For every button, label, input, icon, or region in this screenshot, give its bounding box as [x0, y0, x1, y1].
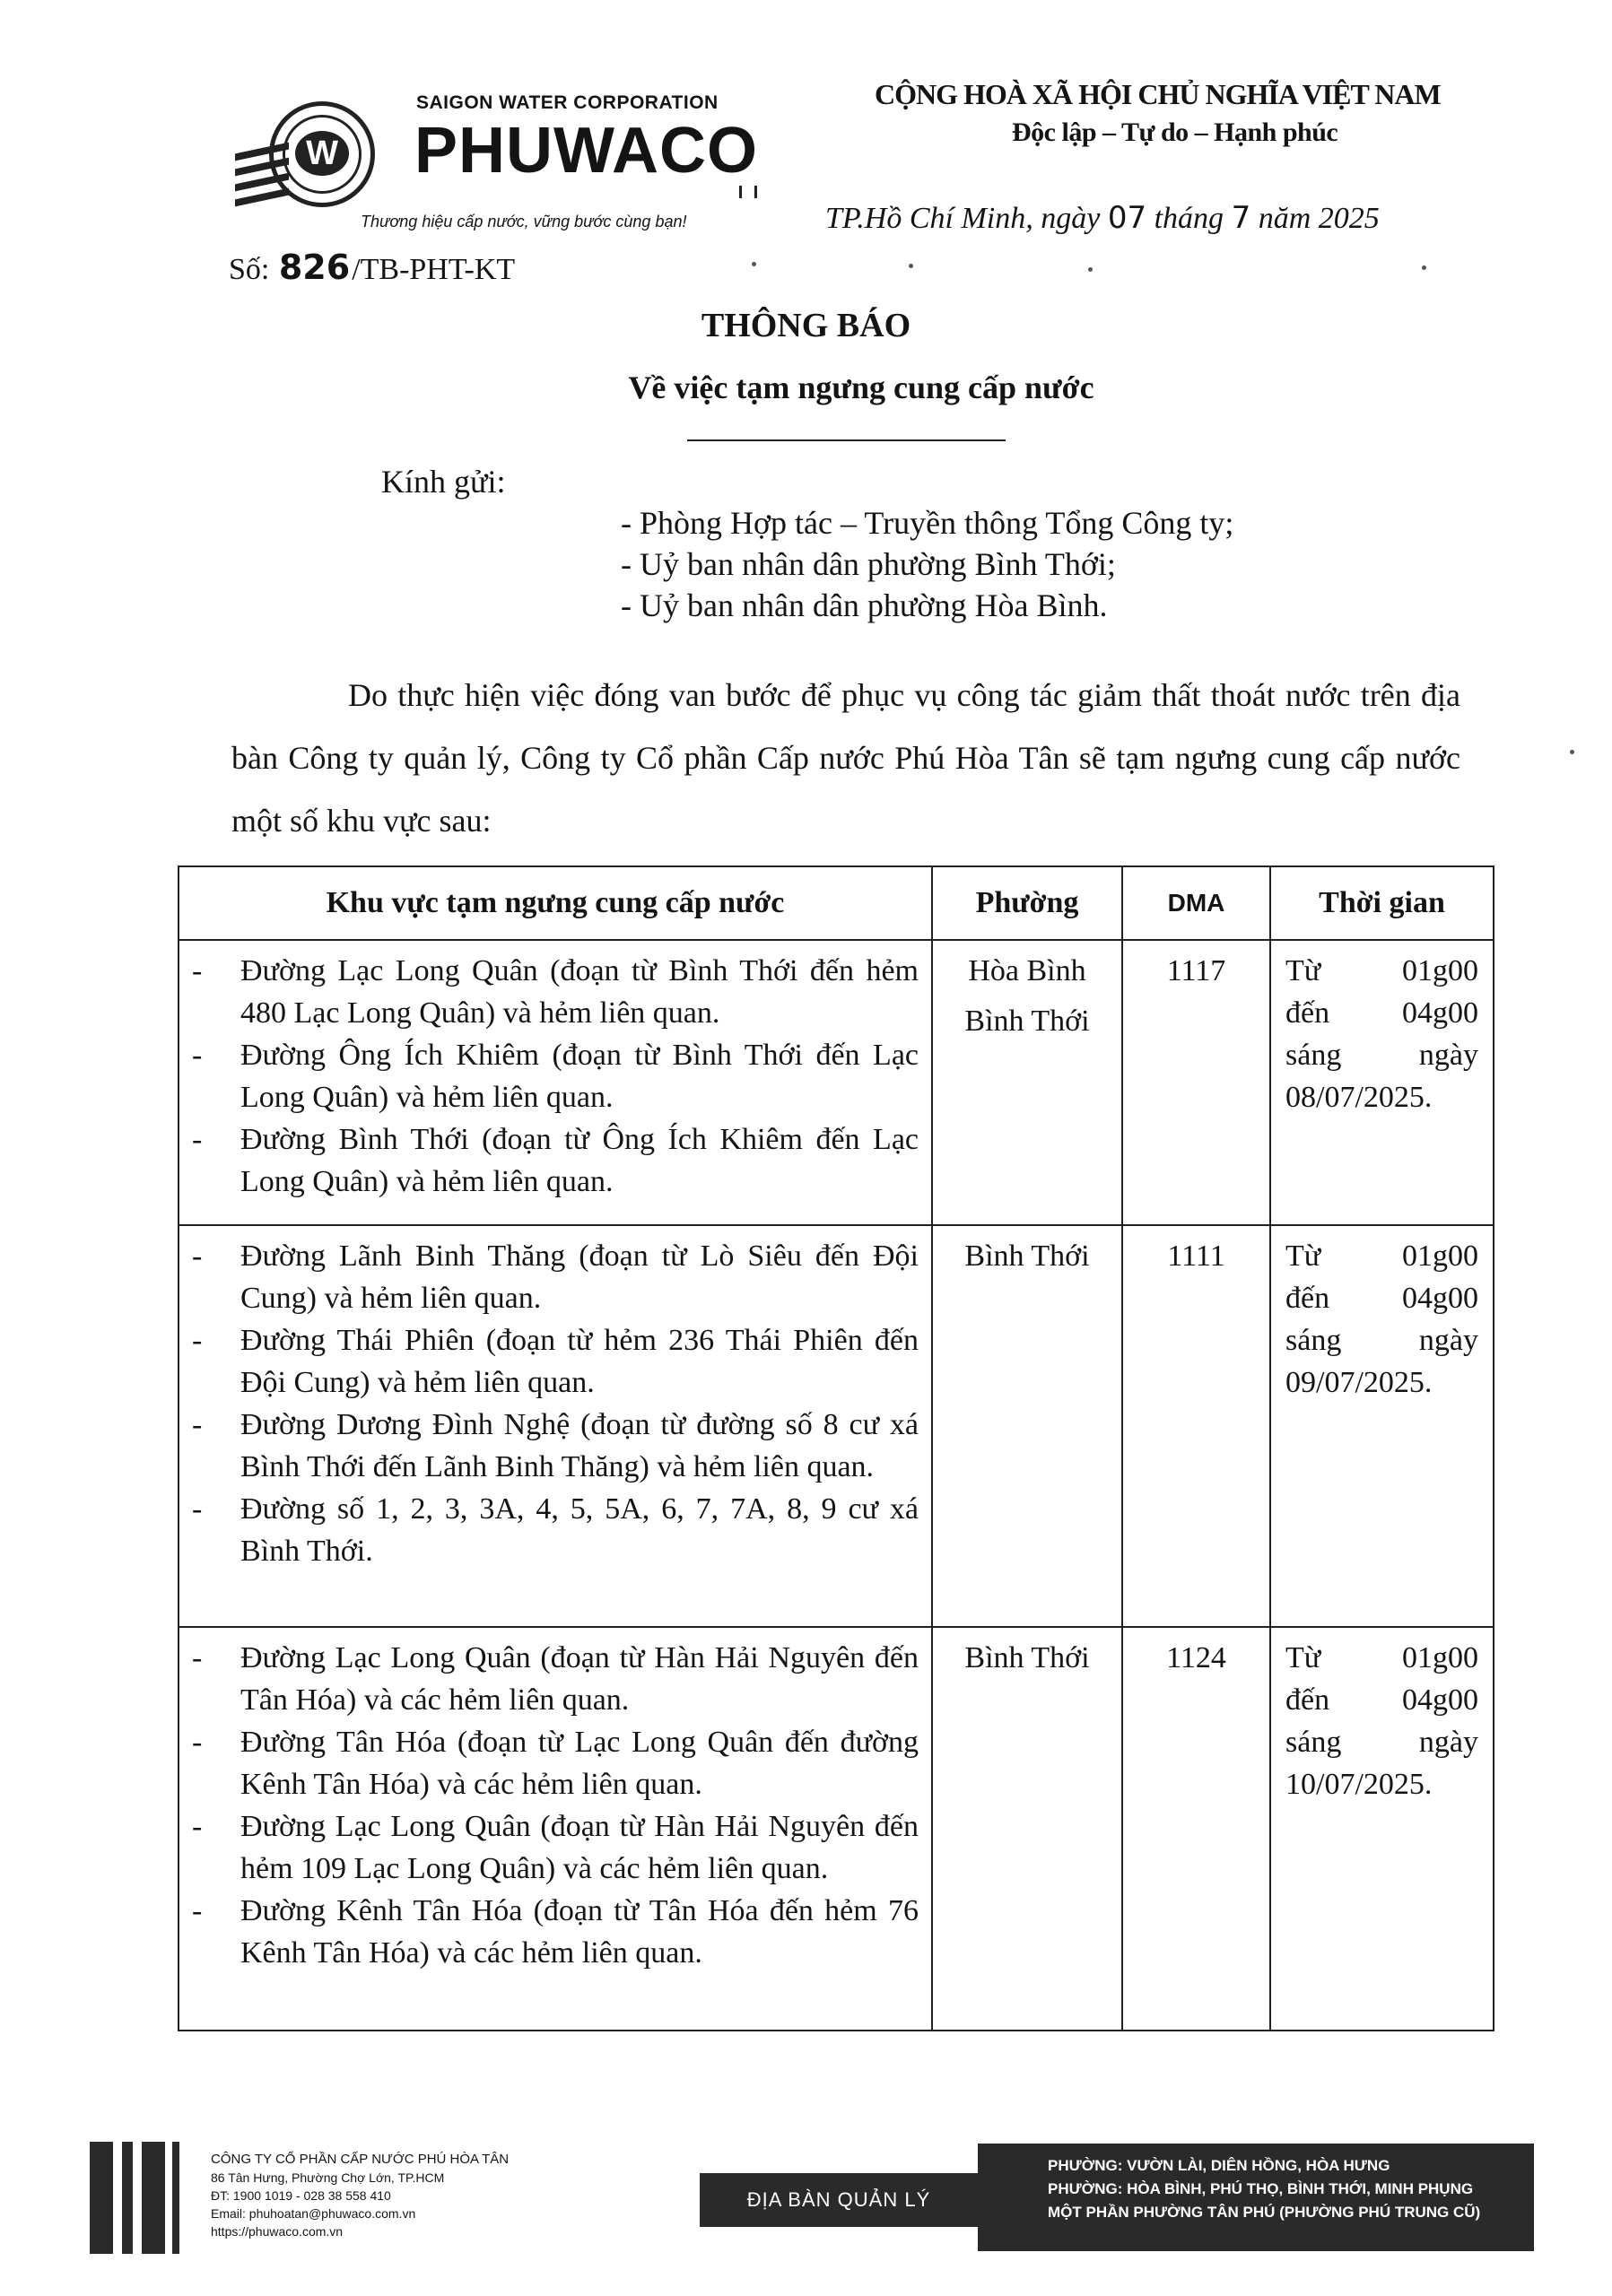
area-item: - Đường Thái Phiên (đoạn từ hẻm 236 Thái Phiên đến Đội Cung) và hẻm liên quan.	[192, 1319, 919, 1404]
area-item: - Đường Bình Thới (đoạn từ Ông Ích Khiêm đến Lạc Long Quân) và hẻm liên quan.	[192, 1118, 919, 1203]
company-logo	[235, 85, 773, 247]
ward-cell	[932, 1225, 1122, 1627]
logo-bars	[739, 186, 757, 198]
recipient-item: - Uỷ ban nhân dân phường Hòa Bình.	[621, 587, 1108, 623]
area-item: - Đường Tân Hóa (đoạn từ Lạc Long Quân đến đường Kênh Tân Hóa) và các hẻm liên quan.	[192, 1721, 919, 1805]
time-line: sáng ngày	[1285, 1726, 1478, 1759]
date-prefix: TP.Hồ Chí Minh, ngày	[825, 202, 1101, 235]
table-header-row	[179, 866, 1494, 940]
time-line: sáng ngày	[1285, 1324, 1478, 1357]
footer-phone: ĐT: 1900 1019 - 028 38 558 410	[211, 2188, 391, 2203]
header-ward: Phường	[932, 866, 1122, 940]
time-cell	[1270, 1225, 1494, 1627]
footer-email: Email: phuhoatan@phuwaco.com.vn	[211, 2206, 416, 2221]
time-line: Từ 01g00	[1285, 954, 1478, 987]
time-cell	[1270, 940, 1494, 1225]
date-day: 07	[1107, 200, 1147, 236]
time-date: 10/07/2025.	[1285, 1768, 1433, 1801]
docno-number: 826	[278, 248, 351, 287]
table-row	[179, 1627, 1494, 2031]
area-item: - Đường số 1, 2, 3, 3A, 4, 5, 5A, 6, 7, 7A, 8, 9 cư xá Bình Thới.	[192, 1488, 919, 1572]
area-item: - Đường Dương Đình Nghệ (đoạn từ đường số 8 cư xá Bình Thới đến Lãnh Binh Thăng) và hẻm liên quan.	[192, 1404, 919, 1488]
logo-w-mark: W	[295, 131, 349, 176]
recipient-list	[621, 502, 1233, 626]
recipient-item: - Uỷ ban nhân dân phường Bình Thới;	[621, 546, 1116, 582]
page-footer	[90, 2142, 1525, 2254]
ward-name: Bình Thới	[964, 1239, 1090, 1273]
docno-prefix: Số:	[229, 253, 270, 286]
brand-slogan: Thương hiệu cấp nước, vững bước cùng bạn!	[361, 213, 687, 230]
time-date: 09/07/2025.	[1285, 1366, 1433, 1399]
scan-speck	[1570, 750, 1574, 754]
title-divider	[687, 439, 1006, 441]
recipient-item: - Phòng Hợp tác – Truyền thông Tổng Công ty;	[621, 505, 1234, 541]
time-date: 08/07/2025.	[1285, 1081, 1433, 1114]
dma-cell: 1124	[1122, 1627, 1270, 2031]
footer-wards-line: PHƯỜNG: VƯỜN LÀI, DIÊN HỒNG, HÒA HƯNG	[1048, 2157, 1390, 2174]
header-time: Thời gian	[1270, 866, 1494, 940]
salutation: Kính gửi:	[381, 464, 506, 500]
month-label: tháng	[1154, 202, 1224, 235]
area-cell	[179, 1225, 932, 1627]
footer-website: https://phuwaco.com.vn	[211, 2224, 344, 2239]
footer-bars	[90, 2142, 179, 2254]
corporation-name: SAIGON WATER CORPORATION	[416, 92, 719, 113]
area-item: - Đường Lạc Long Quân (đoạn từ Hàn Hải Nguyên đến Tân Hóa) và các hẻm liên quan.	[192, 1637, 919, 1721]
footer-wards-line: PHƯỜNG: HÒA BÌNH, PHÚ THỌ, BÌNH THỚI, MINH PHỤNG	[1048, 2180, 1474, 2197]
brand-name: PHUWACO	[414, 115, 758, 187]
ward-name: Bình Thới	[964, 1004, 1090, 1038]
time-line: đến 04g00	[1285, 1282, 1478, 1315]
footer-wards-line: MỘT PHẦN PHƯỜNG TÂN PHÚ (PHƯỜNG PHÚ TRUNG CŨ)	[1048, 2204, 1481, 2221]
table-row	[179, 1225, 1494, 1627]
header-area: Khu vực tạm ngưng cung cấp nước	[179, 866, 932, 940]
footer-company-name: CÔNG TY CỔ PHẦN CẤP NƯỚC PHÚ HÒA TÂN	[211, 2152, 510, 2167]
time-line: đến 04g00	[1285, 996, 1478, 1030]
date-month: 7	[1231, 200, 1251, 236]
area-item: - Đường Kênh Tân Hóa (đoạn từ Tân Hóa đến hẻm 76 Kênh Tân Hóa) và các hẻm liên quan.	[192, 1890, 919, 1974]
document-number	[229, 248, 515, 289]
area-cell	[179, 940, 932, 1225]
area-item: - Đường Lạc Long Quân (đoạn từ Hàn Hải Nguyên đến hẻm 109 Lạc Long Quân) và các hẻm liên quan.	[192, 1805, 919, 1890]
ward-name: Hòa Bình	[968, 954, 1086, 987]
time-cell	[1270, 1627, 1494, 2031]
intro-paragraph: Do thực hiện việc đóng van bước để phục vụ công tác giảm thất thoát nước trên địa bàn Công ty quản lý, Công ty Cổ phần Cấp nước Phú Hòa Tân sẽ tạm ngưng cung cấp nước một số khu vực sau:	[231, 677, 1460, 839]
area-cell	[179, 1627, 932, 2031]
document-title: THÔNG BÁO	[701, 307, 911, 344]
area-item: - Đường Lãnh Binh Thăng (đoạn từ Lò Siêu đến Đội Cung) và hẻm liên quan.	[192, 1235, 919, 1319]
scan-speck	[909, 264, 913, 268]
footer-area-label: ĐỊA BÀN QUẢN LÝ	[700, 2173, 978, 2227]
scan-speck	[1088, 267, 1093, 272]
table-row	[179, 940, 1494, 1225]
header-dma: DMA	[1122, 866, 1270, 940]
docno-suffix: /TB-PHT-KT	[352, 253, 516, 286]
scan-speck	[752, 262, 756, 266]
year-label: năm 2025	[1258, 202, 1380, 235]
outage-table	[178, 865, 1494, 2031]
area-item: - Đường Ông Ích Khiêm (đoạn từ Bình Thới đến Lạc Long Quân) và hẻm liên quan.	[192, 1034, 919, 1118]
scan-speck	[1422, 265, 1426, 270]
ward-cell	[932, 940, 1122, 1225]
logo-emblem	[269, 101, 375, 207]
time-line: sáng ngày	[1285, 1039, 1478, 1072]
time-line: đến 04g00	[1285, 1683, 1478, 1717]
national-motto: Độc lập – Tự do – Hạnh phúc	[1012, 117, 1338, 147]
dma-cell: 1111	[1122, 1225, 1270, 1627]
ward-name: Bình Thới	[964, 1641, 1090, 1674]
dma-cell: 1117	[1122, 940, 1270, 1225]
time-line: Từ 01g00	[1285, 1239, 1478, 1273]
document-subtitle: Về việc tạm ngưng cung cấp nước	[628, 370, 1094, 405]
footer-company-info	[211, 2151, 509, 2240]
footer-address: 86 Tân Hưng, Phường Chợ Lớn, TP.HCM	[211, 2170, 445, 2185]
area-item: - Đường Lạc Long Quân (đoạn từ Bình Thới đến hẻm 480 Lạc Long Quân) và hẻm liên quan.	[192, 950, 919, 1034]
ward-cell	[932, 1627, 1122, 2031]
national-title: CỘNG HOÀ XÃ HỘI CHỦ NGHĨA VIỆT NAM	[875, 78, 1441, 110]
footer-wards	[978, 2144, 1534, 2251]
place-date	[825, 199, 1380, 238]
time-line: Từ 01g00	[1285, 1641, 1478, 1674]
